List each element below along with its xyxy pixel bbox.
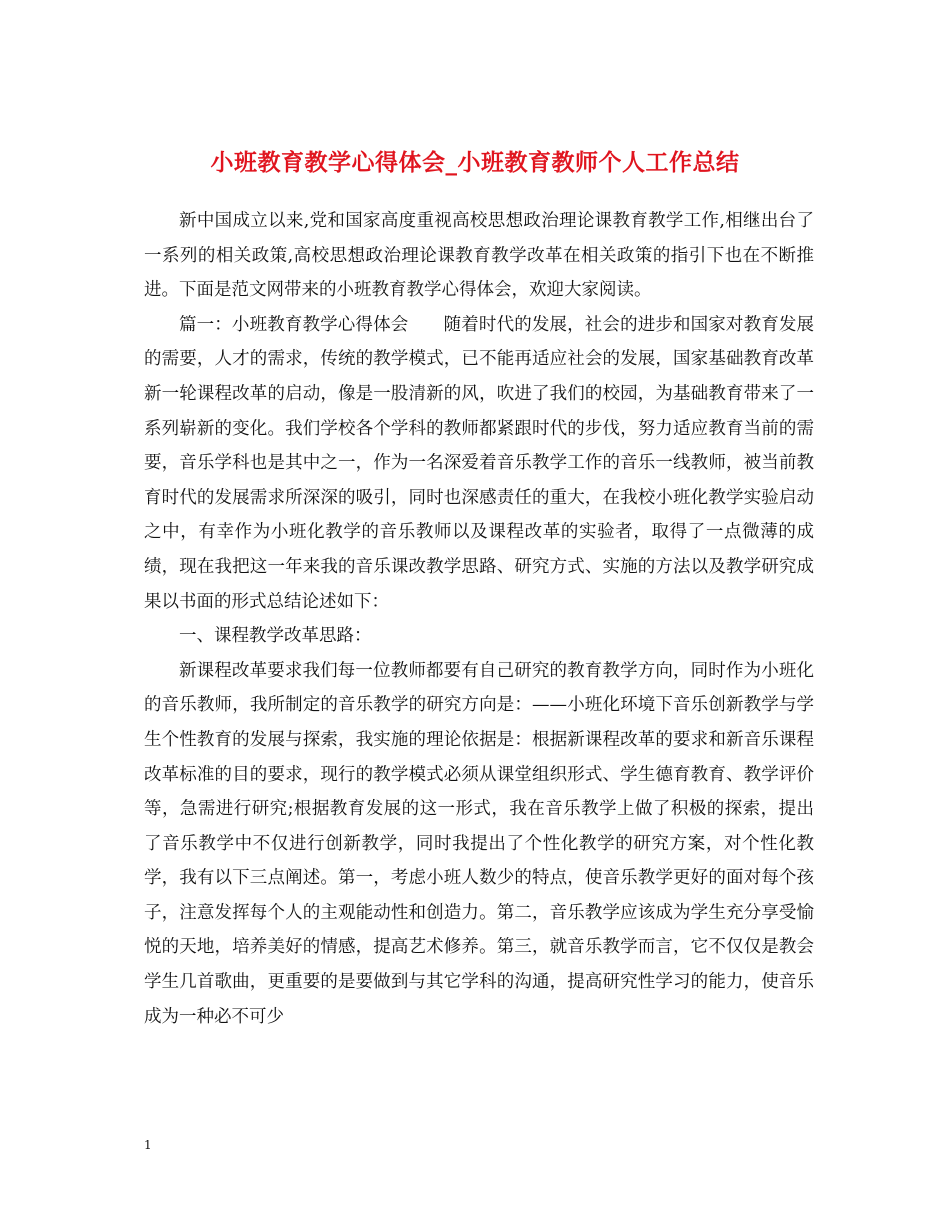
section-heading-curriculum-reform: 一、课程教学改革思路： — [179, 626, 372, 647]
document-body — [144, 204, 814, 1034]
paragraph-part-one: 篇一：小班教育教学心得体会 随着时代的发展，社会的进步和国家对教育发展的需要，人才的需求，传统的教学模式，已不能再适应社会的发展，国家基础教育改革新一轮课程改革的启动，像是一股清新的风，吹进了我们的校园，为基础教育带来了一系列崭新的变化。我们学校各个学科的教师都紧跟时代的步伐，努力适应教育当前的需要，音乐学科也是其中之一，作为一名深爱着音乐教学工作的音乐一线教师，被当前教育时代的发展需求所深深的吸引，同时也深感责任的重大，在我校小班化教学实验启动之中，有幸作为小班化教学的音乐教师以及课程改革的实验者，取得了一点微薄的成绩，现在我把这一年来我的音乐课改教学思路、研究方式、实施的方法以及教学研究成果以书面的形式总结论述如下： — [144, 314, 814, 612]
paragraph-curriculum-reform: 新课程改革要求我们每一位教师都要有自己研究的教育教学方向，同时作为小班化的音乐教师，我所制定的音乐教学的研究方向是：——小班化环境下音乐创新教学与学生个性教育的发展与探索，我实施的理论依据是：根据新课程改革的要求和新音乐课程改革标准的目的要求，现行的教学模式必须从课堂组织形式、学生德育教育、教学评价等，急需进行研究;根据教育发展的这一形式，我在音乐教学上做了积极的探索，提出了音乐教学中不仅进行创新教学，同时我提出了个性化教学的研究方案，对个性化教学，我有以下三点阐述。第一，考虑小班人数少的特点，使音乐教学更好的面对每个孩子，注意发挥每个人的主观能动性和创造力。第二，音乐教学应该成为学生充分享受愉悦的天地，培养美好的情感，提高艺术修养。第三，就音乐教学而言，它不仅仅是教会学生几首歌曲，更重要的是要做到与其它学科的沟通，提高研究性学习的能力，使音乐成为一种必不可少 — [144, 660, 814, 1027]
document-title: 小班教育教学心得体会_小班教育教师个人工作总结 — [210, 149, 740, 177]
paragraph-intro: 新中国成立以来,党和国家高度重视高校思想政治理论课教育教学工作,相继出台了一系列的相关政策,高校思想政治理论课教育教学改革在相关政策的指引下也在不断推进。下面是范文网带来的小班教育教学心得体会，欢迎大家阅读。 — [144, 211, 814, 301]
page-number: 1 — [144, 1138, 152, 1152]
